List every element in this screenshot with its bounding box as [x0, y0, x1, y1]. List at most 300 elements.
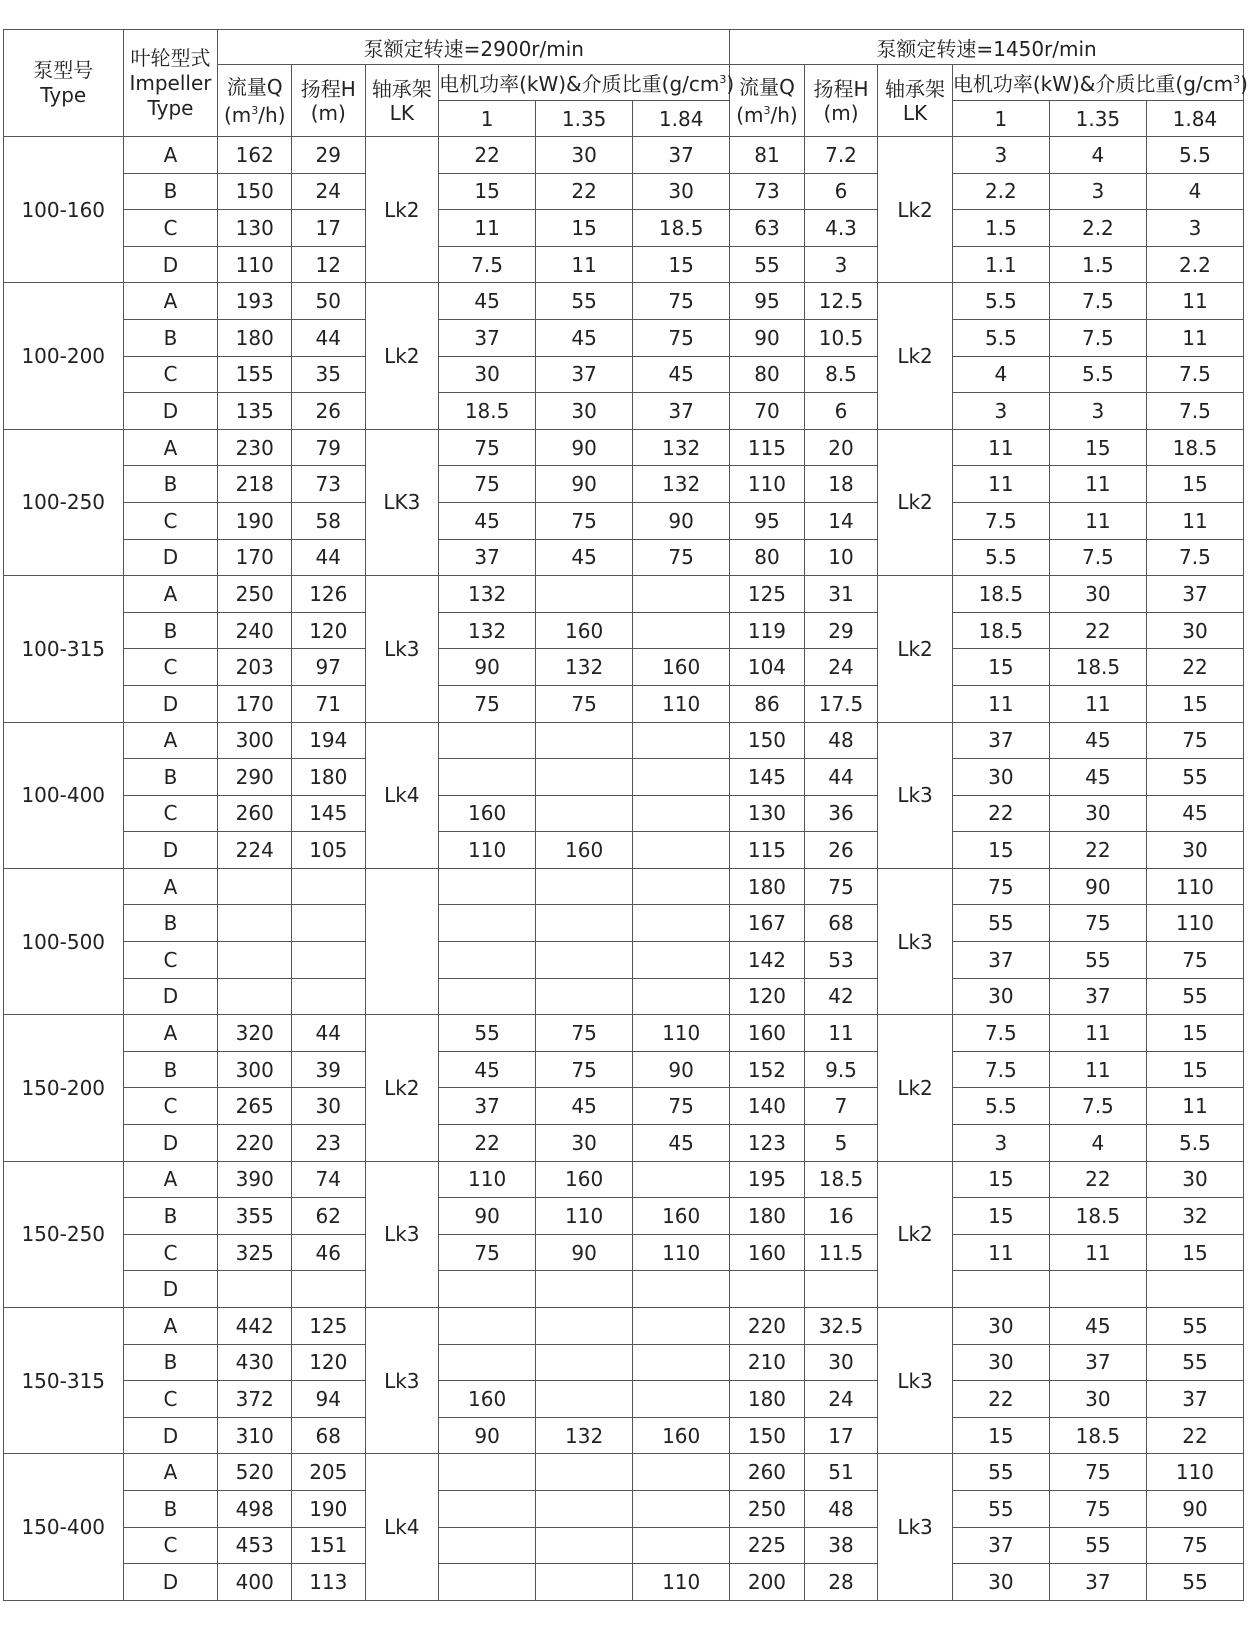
power-header-1450: 电机功率(kW)&介质比重$(g/cm^3)$: [952, 65, 1243, 101]
power-1450-cell: 11: [952, 1234, 1049, 1271]
power-1450-cell: 55: [952, 905, 1049, 942]
power-1450-cell: 22: [1049, 612, 1146, 649]
head-2900-cell: 58: [292, 502, 366, 539]
table-row: [4, 576, 1244, 613]
power-2900-cell: 75: [633, 283, 730, 320]
flow-1450-cell: 123: [730, 1125, 805, 1162]
head-1450-cell: 30: [804, 1344, 878, 1381]
head-1450-cell: 75: [804, 868, 878, 905]
power-2900-cell: 110: [633, 1234, 730, 1271]
head-1450-cell: 10: [804, 539, 878, 576]
flow-label: 流量Q: [739, 74, 795, 99]
head-1450-cell: 11.5: [804, 1234, 878, 1271]
power-1450-cell: 75: [1146, 942, 1243, 979]
pump-type-cell: 100-160: [4, 137, 124, 283]
pump-type-cell: 150-315: [4, 1308, 124, 1454]
power-2900-cell: [633, 759, 730, 796]
power-2900-cell: 55: [536, 283, 633, 320]
head-1450-cell: 7: [804, 1088, 878, 1125]
power-2900-cell: 110: [633, 1015, 730, 1052]
table-row: [4, 722, 1244, 759]
power-2900-cell: [633, 942, 730, 979]
bearing-1450-cell: Lk3: [878, 1454, 953, 1600]
flow-2900-cell: 110: [218, 246, 292, 283]
head-1450-cell: 11: [804, 1015, 878, 1052]
gravity-header: 1.84: [1146, 101, 1243, 137]
power-1450-cell: 75: [1049, 905, 1146, 942]
bearing-1450-cell: Lk2: [878, 1161, 953, 1307]
flow-2900-cell: [218, 978, 292, 1015]
power-2900-cell: 30: [536, 1125, 633, 1162]
head-1450-cell: 31: [804, 576, 878, 613]
power-2900-cell: 75: [536, 1015, 633, 1052]
pump-type-cell: 100-500: [4, 868, 124, 1014]
flow-2900-cell: 372: [218, 1381, 292, 1418]
table-row: [4, 1454, 1244, 1491]
power-1450-cell: 5.5: [952, 1088, 1049, 1125]
power-2900-cell: [633, 1308, 730, 1345]
power-2900-cell: 37: [633, 393, 730, 430]
impeller-cell: A: [123, 429, 218, 466]
power-2900-cell: [536, 1308, 633, 1345]
table-row: [4, 1417, 1244, 1454]
flow-1450-cell: 145: [730, 759, 805, 796]
flow-1450-cell: 119: [730, 612, 805, 649]
power-2900-cell: [439, 1308, 536, 1345]
power-1450-cell: 7.5: [952, 1015, 1049, 1052]
head-1450-cell: 44: [804, 759, 878, 796]
flow-1450-cell: 125: [730, 576, 805, 613]
head-1450-cell: 48: [804, 1490, 878, 1527]
power-2900-cell: 45: [536, 1088, 633, 1125]
speed-1450-header: 泵额定转速=1450r/min: [730, 30, 1244, 65]
head-2900-cell: 71: [292, 685, 366, 722]
power-2900-cell: 75: [439, 685, 536, 722]
power-2900-cell: 75: [536, 502, 633, 539]
head-1450-cell: 53: [804, 942, 878, 979]
flow-1450-cell: 115: [730, 832, 805, 869]
power-1450-cell: 75: [952, 868, 1049, 905]
impeller-cell: A: [123, 576, 218, 613]
pump-type-cell: 100-400: [4, 722, 124, 868]
power-2900-cell: 132: [536, 1417, 633, 1454]
power-1450-cell: 75: [1146, 722, 1243, 759]
power-1450-cell: 55: [1049, 1527, 1146, 1564]
power-1450-cell: 32: [1146, 1198, 1243, 1235]
power-2900-cell: 160: [536, 832, 633, 869]
head-2900-cell: 12: [292, 246, 366, 283]
power-2900-cell: [536, 1271, 633, 1308]
bearing-1450-cell: Lk2: [878, 283, 953, 429]
flow-1450-cell: 200: [730, 1564, 805, 1601]
table-row: [4, 1015, 1244, 1052]
head-2900-cell: 74: [292, 1161, 366, 1198]
flow-2900-cell: 218: [218, 466, 292, 503]
pump-spec-table: [3, 29, 1248, 1601]
power-2900-cell: 45: [633, 1125, 730, 1162]
power-2900-cell: [633, 795, 730, 832]
table-row: [4, 502, 1244, 539]
table-header: [4, 30, 1248, 137]
impeller-cell: A: [123, 137, 218, 174]
power-1450-cell: [952, 1271, 1049, 1308]
head-2900-cell: 24: [292, 173, 366, 210]
flow-1450-cell: 120: [730, 978, 805, 1015]
power-1450-cell: 1.1: [952, 246, 1049, 283]
bearing-2900-cell: Lk2: [365, 283, 439, 429]
flow-1450-cell: 225: [730, 1527, 805, 1564]
impeller-cell: B: [123, 1344, 218, 1381]
power-2900-cell: 75: [439, 429, 536, 466]
power-2900-cell: 132: [633, 466, 730, 503]
flow-2900-cell: 498: [218, 1490, 292, 1527]
power-1450-cell: 15: [952, 1417, 1049, 1454]
head-2900-cell: [292, 868, 366, 905]
power-1450-cell: 4: [1146, 173, 1243, 210]
power-1450-cell: 11: [1146, 283, 1243, 320]
power-1450-cell: 2.2: [1146, 246, 1243, 283]
power-1450-cell: [1146, 1271, 1243, 1308]
power-2900-cell: 11: [439, 210, 536, 247]
power-2900-cell: 75: [633, 319, 730, 356]
impeller-cell: A: [123, 1161, 218, 1198]
power-2900-cell: 37: [536, 356, 633, 393]
power-1450-cell: 7.5: [1049, 283, 1146, 320]
table-row: [4, 1527, 1244, 1564]
pump-type-header-en: Type: [40, 83, 87, 107]
power-1450-cell: 15: [1146, 685, 1243, 722]
power-2900-cell: [536, 868, 633, 905]
power-1450-cell: 55: [1146, 978, 1243, 1015]
table-row: [4, 173, 1244, 210]
head-2900-cell: 151: [292, 1527, 366, 1564]
impeller-cell: D: [123, 246, 218, 283]
power-2900-cell: [439, 1344, 536, 1381]
pump-type-cell: 150-400: [4, 1454, 124, 1600]
power-2900-cell: 75: [439, 1234, 536, 1271]
table-row: [4, 795, 1244, 832]
impeller-cell: B: [123, 1051, 218, 1088]
gravity-header: 1: [952, 101, 1049, 137]
power-2900-cell: 90: [439, 1198, 536, 1235]
impeller-cell: D: [123, 393, 218, 430]
power-2900-cell: 90: [536, 429, 633, 466]
power-2900-cell: 18.5: [633, 210, 730, 247]
power-2900-cell: [439, 1271, 536, 1308]
flow-2900-cell: 290: [218, 759, 292, 796]
gravity-header: 1: [439, 101, 536, 137]
impeller-cell: B: [123, 319, 218, 356]
flow-2900-cell: 170: [218, 685, 292, 722]
flow-1450-cell: 81: [730, 137, 805, 174]
power-1450-cell: 37: [952, 722, 1049, 759]
power-1450-cell: 22: [1049, 832, 1146, 869]
impeller-cell: D: [123, 539, 218, 576]
flow-1450-cell: 152: [730, 1051, 805, 1088]
power-1450-cell: 30: [1146, 1161, 1243, 1198]
power-1450-cell: 2.2: [952, 173, 1049, 210]
power-2900-cell: [633, 1454, 730, 1491]
power-2900-cell: [439, 722, 536, 759]
power-1450-cell: 55: [1146, 1564, 1243, 1601]
head-2900-cell: 97: [292, 649, 366, 686]
power-1450-cell: 37: [952, 942, 1049, 979]
flow-header-1450: [730, 65, 805, 137]
head-1450-cell: 7.2: [804, 137, 878, 174]
flow-2900-cell: 442: [218, 1308, 292, 1345]
power-1450-cell: 1.5: [952, 210, 1049, 247]
power-2900-cell: 90: [536, 466, 633, 503]
bearing-2900-cell: LK3: [365, 429, 439, 575]
power-2900-cell: [439, 1454, 536, 1491]
power-2900-cell: 11: [536, 246, 633, 283]
power-2900-cell: 160: [633, 1198, 730, 1235]
power-2900-cell: [633, 868, 730, 905]
power-1450-cell: 5.5: [1146, 1125, 1243, 1162]
power-2900-cell: 7.5: [439, 246, 536, 283]
power-1450-cell: 11: [1146, 502, 1243, 539]
power-1450-cell: 45: [1146, 795, 1243, 832]
bearing-1450-cell: Lk2: [878, 137, 953, 283]
power-2900-cell: 37: [439, 539, 536, 576]
power-2900-cell: 15: [439, 173, 536, 210]
power-1450-cell: 55: [1146, 1308, 1243, 1345]
power-2900-cell: [439, 759, 536, 796]
flow-1450-cell: 260: [730, 1454, 805, 1491]
power-1450-cell: 75: [1049, 1490, 1146, 1527]
table-row: [4, 1271, 1244, 1308]
power-2900-cell: 132: [633, 429, 730, 466]
power-2900-cell: 132: [536, 649, 633, 686]
power-2900-cell: 37: [633, 137, 730, 174]
power-1450-cell: 11: [952, 429, 1049, 466]
power-1450-cell: [1049, 1271, 1146, 1308]
flow-1450-cell: 142: [730, 942, 805, 979]
head-1450-cell: 36: [804, 795, 878, 832]
head-1450-cell: 24: [804, 1381, 878, 1418]
power-1450-cell: 15: [1146, 466, 1243, 503]
table-row: [4, 1234, 1244, 1271]
power-1450-cell: 37: [1146, 576, 1243, 613]
flow-1450-cell: 180: [730, 868, 805, 905]
table-row: [4, 393, 1244, 430]
impeller-cell: A: [123, 1308, 218, 1345]
power-1450-cell: 15: [1146, 1015, 1243, 1052]
table-row: [4, 942, 1244, 979]
power-2900-cell: [633, 905, 730, 942]
table-row: [4, 759, 1244, 796]
flow-1450-cell: 104: [730, 649, 805, 686]
power-2900-cell: 15: [633, 246, 730, 283]
power-1450-cell: 75: [1049, 1454, 1146, 1491]
flow-1450-cell: 86: [730, 685, 805, 722]
power-2900-cell: 30: [536, 137, 633, 174]
flow-1450-cell: 90: [730, 319, 805, 356]
head-unit: (m): [823, 100, 859, 125]
flow-2900-cell: 162: [218, 137, 292, 174]
flow-2900-cell: 170: [218, 539, 292, 576]
impeller-cell: A: [123, 1454, 218, 1491]
bearing-2900-cell: Lk4: [365, 722, 439, 868]
power-1450-cell: 3: [1049, 173, 1146, 210]
power-1450-cell: 3: [1146, 210, 1243, 247]
head-1450-cell: 18: [804, 466, 878, 503]
flow-2900-cell: 130: [218, 210, 292, 247]
head-1450-cell: 42: [804, 978, 878, 1015]
head-2900-cell: 39: [292, 1051, 366, 1088]
table-row: [4, 905, 1244, 942]
power-2900-cell: 30: [536, 393, 633, 430]
head-1450-cell: 17: [804, 1417, 878, 1454]
power-1450-cell: 37: [952, 1527, 1049, 1564]
power-2900-cell: [439, 1527, 536, 1564]
table-row: [4, 466, 1244, 503]
power-1450-cell: 30: [1146, 612, 1243, 649]
impeller-cell: C: [123, 1527, 218, 1564]
power-1450-cell: 3: [952, 1125, 1049, 1162]
power-1450-cell: 90: [1049, 868, 1146, 905]
power-2900-cell: 55: [439, 1015, 536, 1052]
power-1450-cell: 37: [1049, 1344, 1146, 1381]
flow-2900-cell: 240: [218, 612, 292, 649]
impeller-cell: D: [123, 1564, 218, 1601]
power-1450-cell: 30: [1049, 1381, 1146, 1418]
power-1450-cell: 3: [952, 137, 1049, 174]
table-row: [4, 539, 1244, 576]
head-2900-cell: 205: [292, 1454, 366, 1491]
bearing-2900-cell: Lk3: [365, 1161, 439, 1307]
flow-2900-cell: 224: [218, 832, 292, 869]
head-1450-cell: 32.5: [804, 1308, 878, 1345]
power-1450-cell: 11: [1049, 1234, 1146, 1271]
flow-2900-cell: 325: [218, 1234, 292, 1271]
power-1450-cell: 45: [1049, 1308, 1146, 1345]
head-1450-cell: 16: [804, 1198, 878, 1235]
pump-type-cell: 100-315: [4, 576, 124, 722]
flow-1450-cell: 220: [730, 1308, 805, 1345]
power-2900-cell: [439, 868, 536, 905]
power-1450-cell: 4: [952, 356, 1049, 393]
head-1450-cell: 51: [804, 1454, 878, 1491]
power-1450-cell: 22: [952, 1381, 1049, 1418]
power-2900-cell: 30: [439, 356, 536, 393]
power-1450-cell: 55: [952, 1454, 1049, 1491]
power-1450-cell: 11: [1049, 1051, 1146, 1088]
head-1450-cell: 12.5: [804, 283, 878, 320]
head-1450-cell: 5: [804, 1125, 878, 1162]
power-1450-cell: 18.5: [1049, 1198, 1146, 1235]
power-1450-cell: 5.5: [1146, 137, 1243, 174]
table-row: [4, 429, 1244, 466]
power-2900-cell: [633, 978, 730, 1015]
table-row: [4, 1125, 1244, 1162]
impeller-cell: A: [123, 722, 218, 759]
impeller-cell: D: [123, 1125, 218, 1162]
head-2900-cell: 120: [292, 1344, 366, 1381]
power-2900-cell: 45: [439, 1051, 536, 1088]
power-1450-cell: 110: [1146, 1454, 1243, 1491]
head-2900-cell: 126: [292, 576, 366, 613]
gravity-header: 1.35: [536, 101, 633, 137]
power-2900-cell: 45: [439, 283, 536, 320]
bearing-2900-cell: Lk2: [365, 1015, 439, 1161]
head-1450-cell: 14: [804, 502, 878, 539]
bearing-code: LK: [902, 100, 928, 125]
head-2900-cell: [292, 978, 366, 1015]
head-2900-cell: 190: [292, 1490, 366, 1527]
flow-1450-cell: 73: [730, 173, 805, 210]
power-1450-cell: 15: [952, 1161, 1049, 1198]
flow-1450-cell: 95: [730, 283, 805, 320]
flow-1450-cell: 250: [730, 1490, 805, 1527]
table-row: [4, 1564, 1244, 1601]
power-2900-cell: 160: [536, 1161, 633, 1198]
power-2900-cell: 90: [633, 1051, 730, 1088]
head-2900-cell: 94: [292, 1381, 366, 1418]
power-2900-cell: 45: [633, 356, 730, 393]
flow-label: 流量Q: [226, 74, 283, 99]
power-1450-cell: 15: [952, 832, 1049, 869]
flow-1450-cell: 150: [730, 1417, 805, 1454]
power-1450-cell: 11: [1049, 685, 1146, 722]
flow-1450-cell: 70: [730, 393, 805, 430]
power-2900-cell: [536, 795, 633, 832]
table-row: [4, 978, 1244, 1015]
power-1450-cell: 30: [1049, 795, 1146, 832]
power-1450-cell: 37: [1049, 1564, 1146, 1601]
power-2900-cell: 160: [536, 612, 633, 649]
power-2900-cell: [536, 942, 633, 979]
flow-2900-cell: 453: [218, 1527, 292, 1564]
power-2900-cell: 45: [536, 319, 633, 356]
flow-2900-cell: [218, 868, 292, 905]
power-2900-cell: [536, 1454, 633, 1491]
power-1450-cell: 30: [952, 1308, 1049, 1345]
power-2900-cell: 90: [633, 502, 730, 539]
impeller-cell: C: [123, 795, 218, 832]
impeller-cell: C: [123, 942, 218, 979]
power-1450-cell: 55: [1049, 942, 1146, 979]
impeller-cell: D: [123, 1271, 218, 1308]
table-row: [4, 319, 1244, 356]
power-1450-cell: 22: [1049, 1161, 1146, 1198]
head-2900-cell: 23: [292, 1125, 366, 1162]
power-1450-cell: 30: [952, 978, 1049, 1015]
head-2900-cell: 125: [292, 1308, 366, 1345]
head-2900-cell: [292, 1271, 366, 1308]
flow-unit: $(m^3/h)$: [223, 102, 286, 127]
table-row: [4, 246, 1244, 283]
power-2900-cell: 110: [439, 1161, 536, 1198]
power-2900-cell: 75: [439, 466, 536, 503]
impeller-cell: B: [123, 1198, 218, 1235]
power-2900-cell: [439, 978, 536, 1015]
power-1450-cell: 7.5: [1146, 539, 1243, 576]
power-2900-cell: [536, 1344, 633, 1381]
power-2900-cell: 22: [439, 137, 536, 174]
power-1450-cell: 11: [1146, 1088, 1243, 1125]
power-2900-cell: [439, 905, 536, 942]
power-2900-cell: [536, 905, 633, 942]
head-2900-cell: [292, 905, 366, 942]
impeller-cell: A: [123, 868, 218, 905]
impeller-cell: D: [123, 978, 218, 1015]
flow-2900-cell: 193: [218, 283, 292, 320]
power-2900-cell: [439, 1490, 536, 1527]
head-2900-cell: 194: [292, 722, 366, 759]
head-2900-cell: 68: [292, 1417, 366, 1454]
power-1450-cell: 2.2: [1049, 210, 1146, 247]
